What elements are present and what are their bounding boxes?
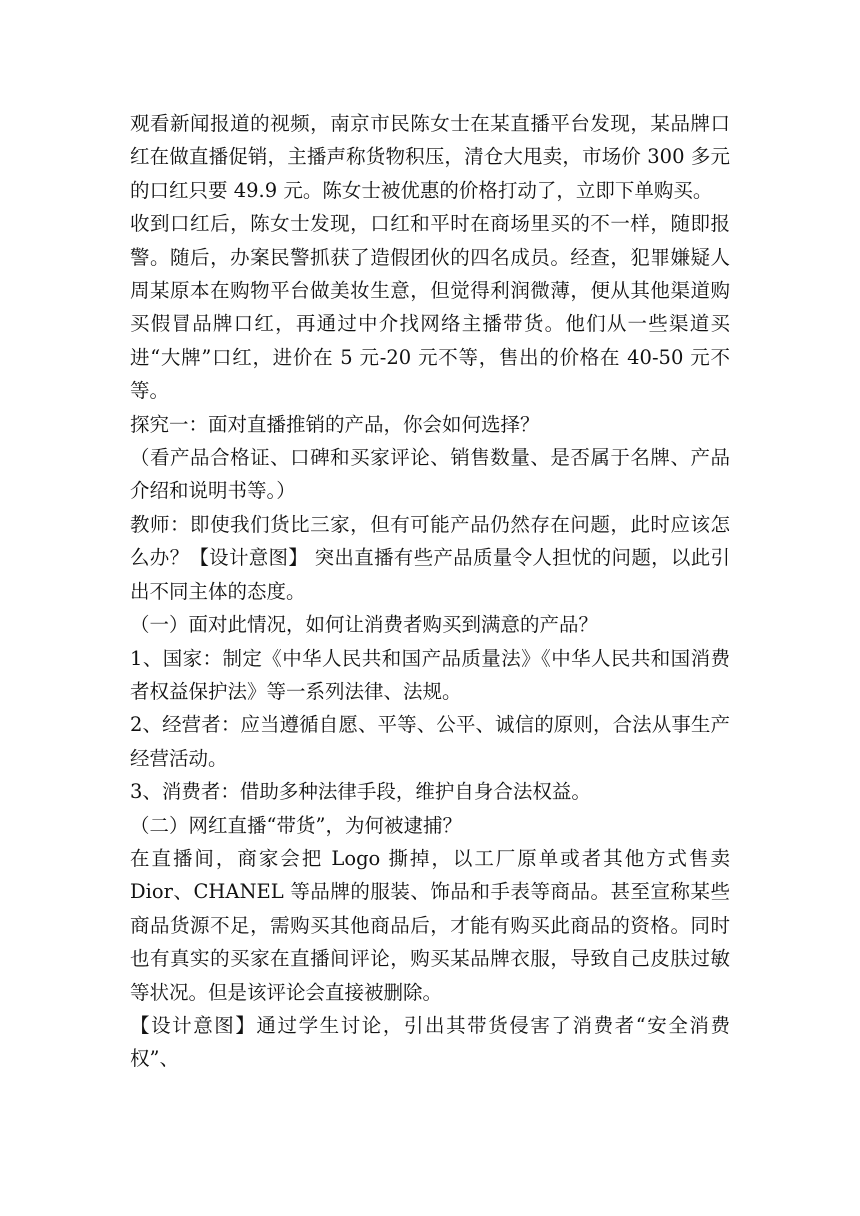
paragraph-teacher-question: 教师：即使我们货比三家，但有可能产品仍然存在问题，此时应该怎么办？【设计意图】 突出直播有些产品质量令人担忧的问题，以此引出不同主体的态度。 [130, 512, 730, 603]
document-body [130, 107, 730, 1076]
paragraph-inquiry-answer: （看产品合格证、口碑和买家评论、销售数量、是否属于名牌、产品介绍和说明书等。） [130, 446, 730, 503]
paragraph-news-intro: 观看新闻报道的视频，南京市民陈女士在某直播平台发现，某品牌口红在做直播促销，主播声称货物积压，清仓大甩卖，市场价 300 多元的口红只要 49.9 元。陈女士被优惠的价格打动了，立即下单购买。 [130, 112, 730, 202]
paragraph-livestream-case: 在直播间，商家会把 Logo 撕掉，以工厂原单或者其他方式售卖 Dior、CHANEL 等品牌的服装、饰品和手表等商品。甚至宣称某些商品货源不足，需购买其他商品后，才能有购买此商品的资格。同时也有真实的买家在直播间评论，购买某品牌衣服，导致自己皮肤过敏等状况。但是该评论会直接被删除。 [130, 846, 730, 1004]
paragraph-section-one-heading: （一）面对此情况，如何让消费者购买到满意的产品？ [130, 613, 599, 637]
paragraph-design-intent: 【设计意图】通过学生讨论，引出其带货侵害了消费者“安全消费权”、 [130, 1013, 730, 1071]
paragraph-section-two-heading: （二）网红直播“带货”，为何被逮捕？ [130, 813, 462, 837]
paragraph-point-consumer: 3、消费者：借助多种法律手段，维护自身合法权益。 [130, 780, 591, 804]
paragraph-point-country: 1、国家：制定《中华人民共和国产品质量法》《中华人民共和国消费者权益保护法》等一系列法律、法规。 [130, 646, 730, 703]
paragraph-case-details: 收到口红后，陈女士发现，口红和平时在商场里买的不一样，随即报警。随后，办案民警抓获了造假团伙的四名成员。经查，犯罪嫌疑人周某原本在购物平台做美妆生意，但觉得利润微薄，便从其他渠道购买假冒品牌口红，再通过中介找网络主播带货。他们从一些渠道买进“大牌”口红，进价在 5 元-20 元不等，售出的价格在 40-50 元不等。 [130, 212, 730, 403]
paragraph-point-operator: 2、经营者：应当遵循自愿、平等、公平、诚信的原则，合法从事生产经营活动。 [130, 713, 730, 770]
paragraph-inquiry-one: 探究一：面对直播推销的产品，你会如何选择？ [130, 412, 540, 436]
